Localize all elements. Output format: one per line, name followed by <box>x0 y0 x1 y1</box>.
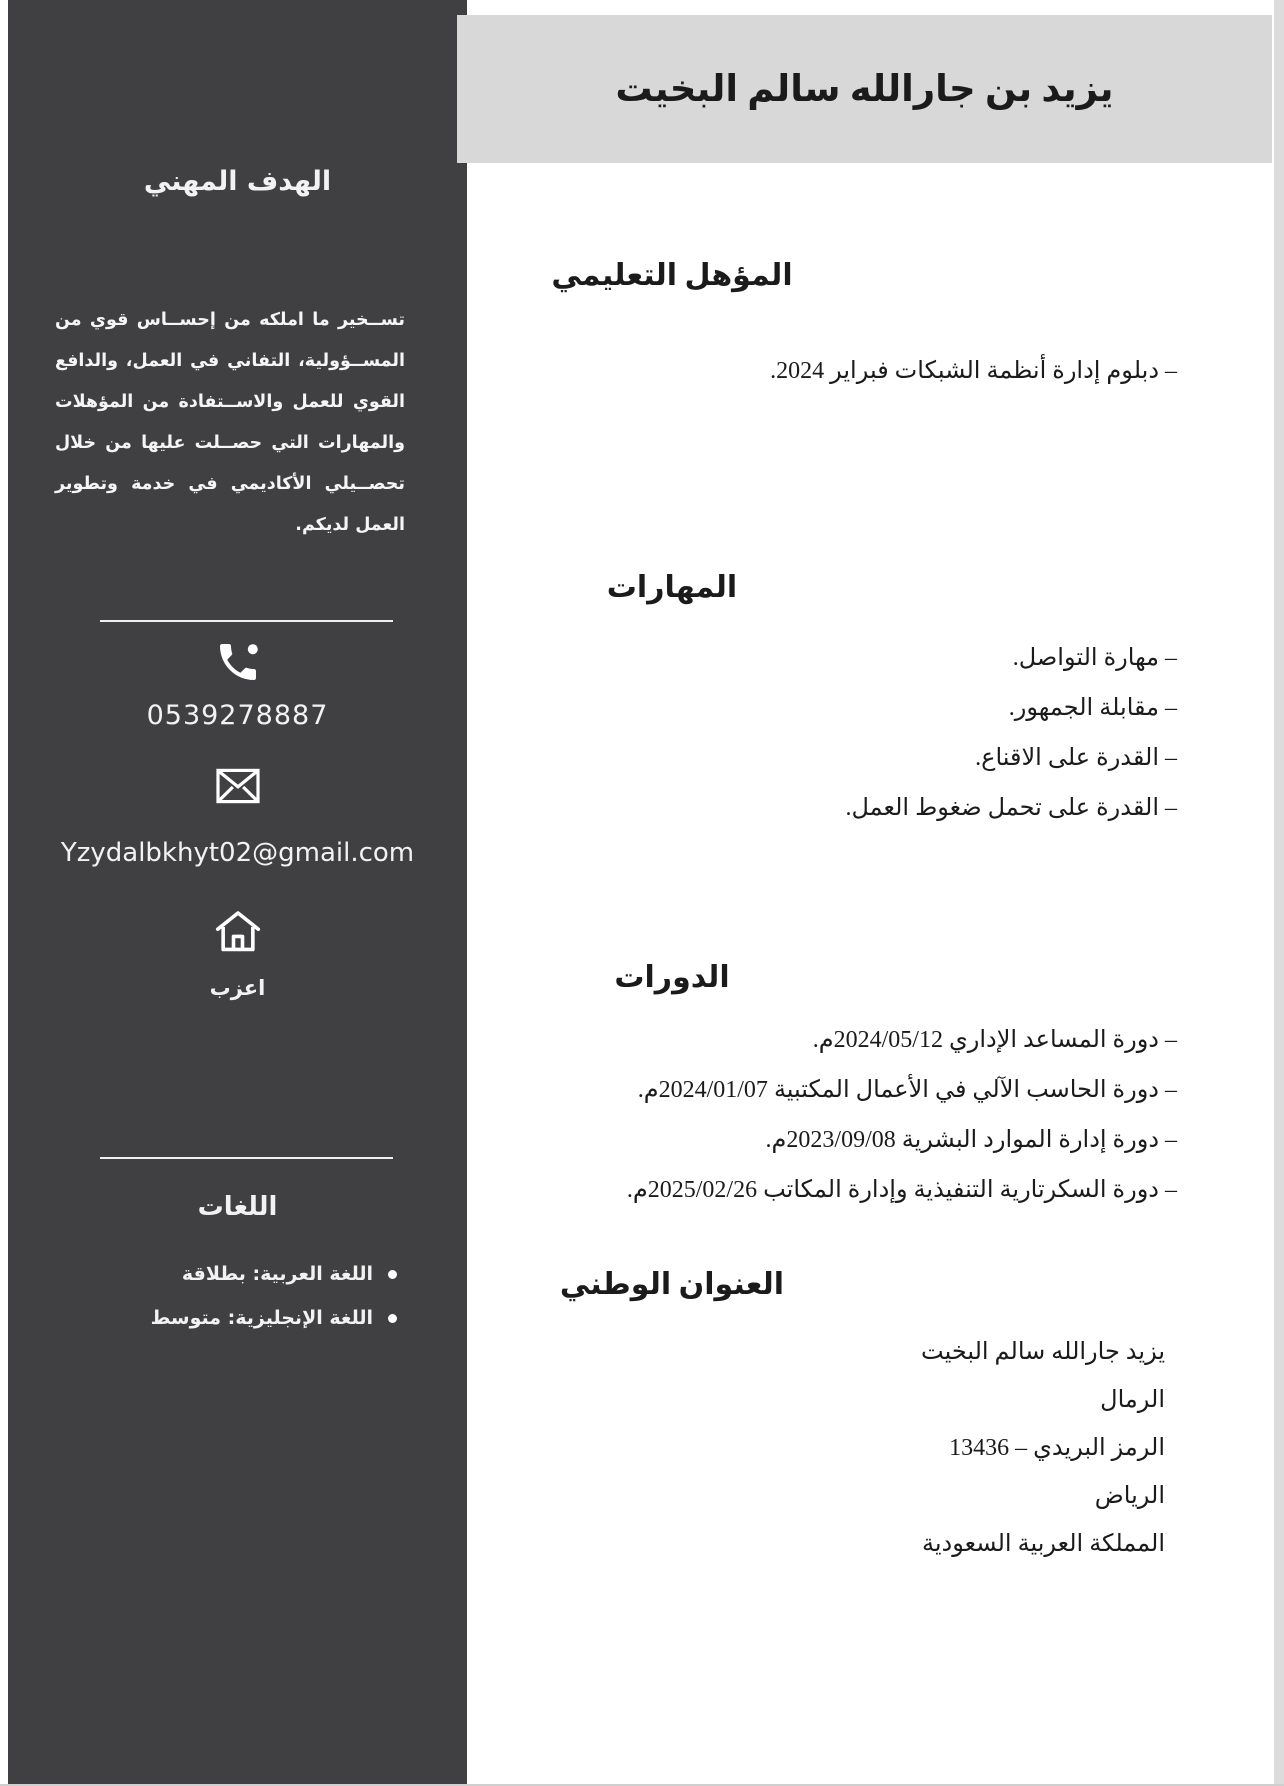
education-list <box>467 346 1177 396</box>
address-line: المملكة العربية السعودية <box>922 1531 1165 1557</box>
skill-item: – القدرة على تحمل ضغوط العمل. <box>467 783 1177 833</box>
address-line: الرمال <box>1100 1387 1165 1413</box>
language-item: اللغة العربية: بطلاقة <box>48 1252 397 1296</box>
address-title: العنوان الوطني <box>559 1268 785 1301</box>
email-address: Yzydalbkhyt02@gmail.com <box>60 838 415 868</box>
skill-item: – مهارة التواصل. <box>467 633 1177 683</box>
languages-list <box>48 1252 397 1340</box>
email-icon <box>212 764 264 808</box>
skill-item: – القدرة على الاقناع. <box>467 733 1177 783</box>
objective-title: الهدف المهني <box>143 166 332 197</box>
home-icon <box>211 906 265 956</box>
objective-text: تســخير ما املكه من إحســاس قوي من المســؤولية، التفاني في العمل، والدافع القوي للعمل والاســتفادة من المؤهلات والمهارات التي حصــلت عليها من خلال تحصــيلي الأكاديمي في خدمة وتطوير العمل لديكم. <box>55 310 405 535</box>
page-edge-strip <box>1274 0 1284 1786</box>
phone-number: 0539278887 <box>146 700 329 731</box>
main-content <box>467 0 1284 1786</box>
skills-list <box>467 633 1177 833</box>
address-line: الرياض <box>1094 1483 1165 1509</box>
address-line: الرمز البريدي – 13436 <box>949 1435 1165 1461</box>
skills-title: المهارات <box>606 571 738 604</box>
sidebar <box>8 0 467 1786</box>
courses-list <box>467 1015 1177 1215</box>
education-title: المؤهل التعليمي <box>551 259 793 292</box>
candidate-name: يزيد بن جارالله سالم البخيت <box>615 69 1114 110</box>
education-item: – دبلوم إدارة أنظمة الشبكات فبراير 2024. <box>467 346 1177 396</box>
sidebar-divider-bottom <box>100 1157 393 1159</box>
course-item: – دورة السكرتارية التنفيذية وإدارة المكاتب 2025/02/26م. <box>467 1165 1177 1215</box>
marital-status: اعزب <box>209 976 266 1000</box>
course-item: – دورة الحاسب الآلي في الأعمال المكتبية 2024/01/07م. <box>467 1065 1177 1115</box>
languages-title: اللغات <box>197 1192 278 1222</box>
address-block <box>467 1328 1165 1568</box>
course-item: – دورة المساعد الإداري 2024/05/12م. <box>467 1015 1177 1065</box>
courses-title: الدورات <box>614 961 730 994</box>
address-line: يزيد جارالله سالم البخيت <box>921 1339 1165 1365</box>
language-item: اللغة الإنجليزية: متوسط <box>48 1296 397 1340</box>
sidebar-divider-top <box>100 620 393 622</box>
course-item: – دورة إدارة الموارد البشرية 2023/09/08م. <box>467 1115 1177 1165</box>
phone-icon <box>214 638 262 686</box>
skill-item: – مقابلة الجمهور. <box>467 683 1177 733</box>
